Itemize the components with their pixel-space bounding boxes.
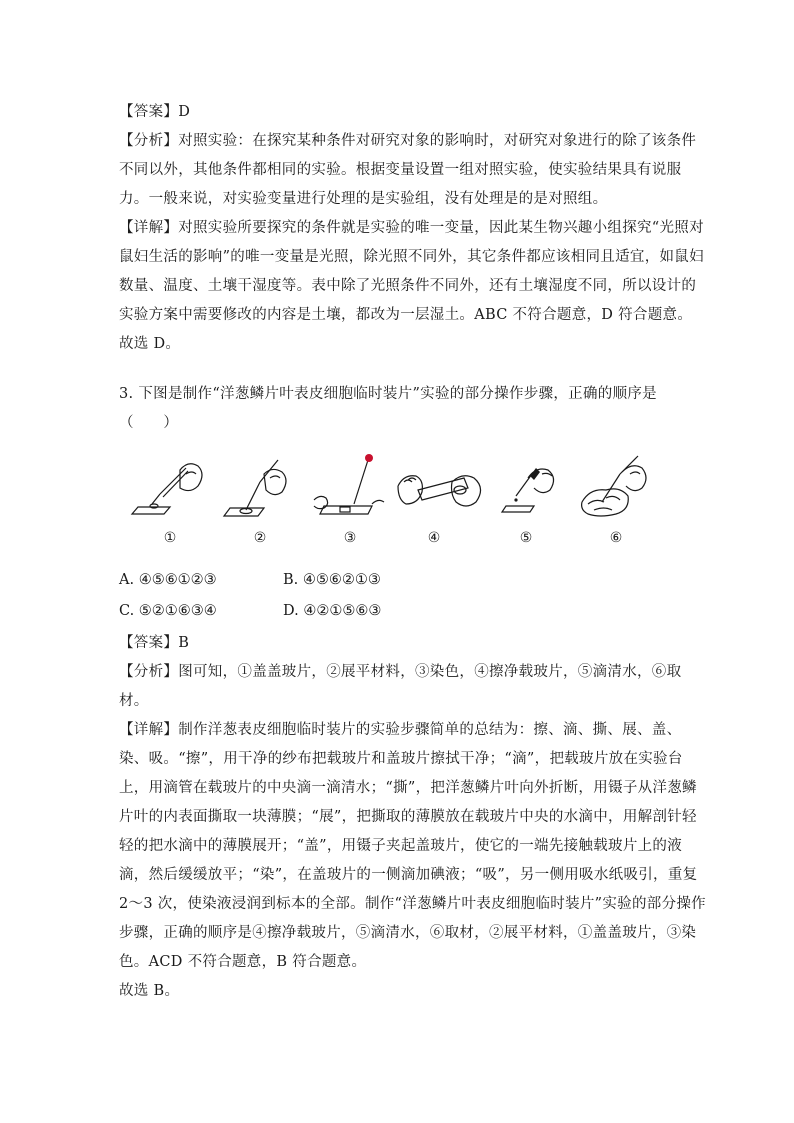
dropper-bulb xyxy=(365,454,373,462)
q3-analysis-line: 【分析】图可知，①盖盖玻片，②展平材料，③染色，④擦净载玻片，⑤滴清水，⑥取 xyxy=(119,664,682,680)
step-6-illustration xyxy=(576,452,656,552)
option-b[interactable]: B. ④⑤⑥②①③ xyxy=(283,572,381,588)
q3-answer-block xyxy=(119,629,706,1006)
step-4-illustration xyxy=(394,452,474,552)
step-label: ⑥ xyxy=(609,530,623,546)
step-5-illustration xyxy=(486,452,566,552)
drop-water-icon xyxy=(486,452,566,527)
q2-detail-line: 实验方案中需要修改的内容是土壤，都改为一层湿土。ABC 不符合题意，D 符合题意。 xyxy=(119,307,693,323)
q3-stem-line: 3. 下图是制作“洋葱鳞片叶表皮细胞临时装片”实验的部分操作步骤，正确的顺序是 xyxy=(119,386,657,402)
step-2-illustration xyxy=(220,452,300,552)
water-drop xyxy=(514,498,517,501)
cover-slip-icon xyxy=(130,452,210,527)
q2-detail-line: 【详解】对照实验所要探究的条件就是实验的唯一变量，因此某生物兴趣小组探究“光照对 xyxy=(119,220,704,236)
option-d[interactable]: D. ④②①⑤⑥③ xyxy=(283,603,382,619)
q2-analysis-line: 不同以外，其他条件都相同的实验。根据变量设置一组对照实验，使实验结果具有说服 xyxy=(119,162,682,178)
q3-final-choice: 故选 B。 xyxy=(119,983,180,999)
q2-answer: 【答案】D xyxy=(119,104,191,120)
q2-detail-line: 数量、温度、土壤干湿度等。表中除了光照条件不同外，还有土壤湿度不同，所以设计的 xyxy=(119,278,697,294)
q3-detail-line: 色。ACD 不符合题意，B 符合题意。 xyxy=(119,954,367,970)
step-1-illustration xyxy=(130,452,210,552)
q3-detail-line: 片叶的内表面撕取一块薄膜；“展”，把撕取的薄膜放在载玻片中央的水滴中，用解剖针轻 xyxy=(119,809,697,825)
option-a[interactable]: A. ④⑤⑥①②③ xyxy=(119,572,217,588)
take-material-icon xyxy=(576,452,660,527)
q3-detail-line: 【详解】制作洋葱表皮细胞临时装片的实验步骤简单的总结为：擦、滴、撕、展、盖、 xyxy=(119,722,682,738)
q3-detail-line: 步骤，正确的顺序是④擦净载玻片，⑤滴清水，⑥取材，②展平材料，①盖盖玻片，③染 xyxy=(119,925,697,941)
q2-analysis-line: 力。一般来说，对实验变量进行处理的是实验组，没有处理是的是对照组。 xyxy=(119,191,608,207)
q2-analysis-line: 【分析】对照实验：在探究某种条件对研究对象的影响时，对研究对象进行的除了该条件 xyxy=(119,133,697,149)
q3-detail-line: 2～3 次，使染液浸润到标本的全部。制作“洋葱鳞片叶表皮细胞临时装片”实验的部分操作 xyxy=(119,896,706,912)
step-label: ③ xyxy=(343,530,357,546)
q2-final-choice: 故选 D。 xyxy=(119,336,181,352)
q3-detail-line: 染、吸。“擦”，用干净的纱布把载玻片和盖玻片擦拭干净；“滴”，把载玻片放在实验台 xyxy=(119,751,683,767)
q3-answer: 【答案】B xyxy=(119,635,190,651)
q3-detail-line: 轻的把水滴中的薄膜展开；“盖”，用镊子夹起盖玻片，使它的一端先接触载玻片上的液 xyxy=(119,838,683,854)
step-label: ② xyxy=(253,530,267,546)
option-c[interactable]: C. ⑤②①⑥③④ xyxy=(119,603,217,619)
q3-figure xyxy=(130,452,660,552)
staining-dropper-icon xyxy=(310,452,390,527)
q3-detail-line: 滴，然后缓缓放平；“染”，在盖玻片的一侧滴加碘液；“吸”，另一侧用吸水纸吸引，重复 xyxy=(119,867,698,883)
q3-detail-line: 上，用滴管在载玻片的中央滴一滴清水；“撕”，把洋葱鳞片叶向外折断，用镊子从洋葱鳞 xyxy=(119,780,697,796)
q2-detail-line: 鼠妇生活的影响”的唯一变量是光照，除光照不同外，其它条件都应该相同且适宜，如鼠妇 xyxy=(119,249,704,265)
spread-material-icon xyxy=(220,452,300,527)
step-label: ① xyxy=(163,530,177,546)
q3-stem xyxy=(119,380,671,438)
step-label: ⑤ xyxy=(519,530,533,546)
wipe-slide-icon xyxy=(394,452,490,527)
step-3-illustration xyxy=(310,452,390,552)
q3-analysis-line: 材。 xyxy=(119,693,149,709)
q2-answer-block xyxy=(119,98,704,359)
q3-stem-paren: （ ） xyxy=(119,415,179,431)
step-label: ④ xyxy=(427,530,441,546)
